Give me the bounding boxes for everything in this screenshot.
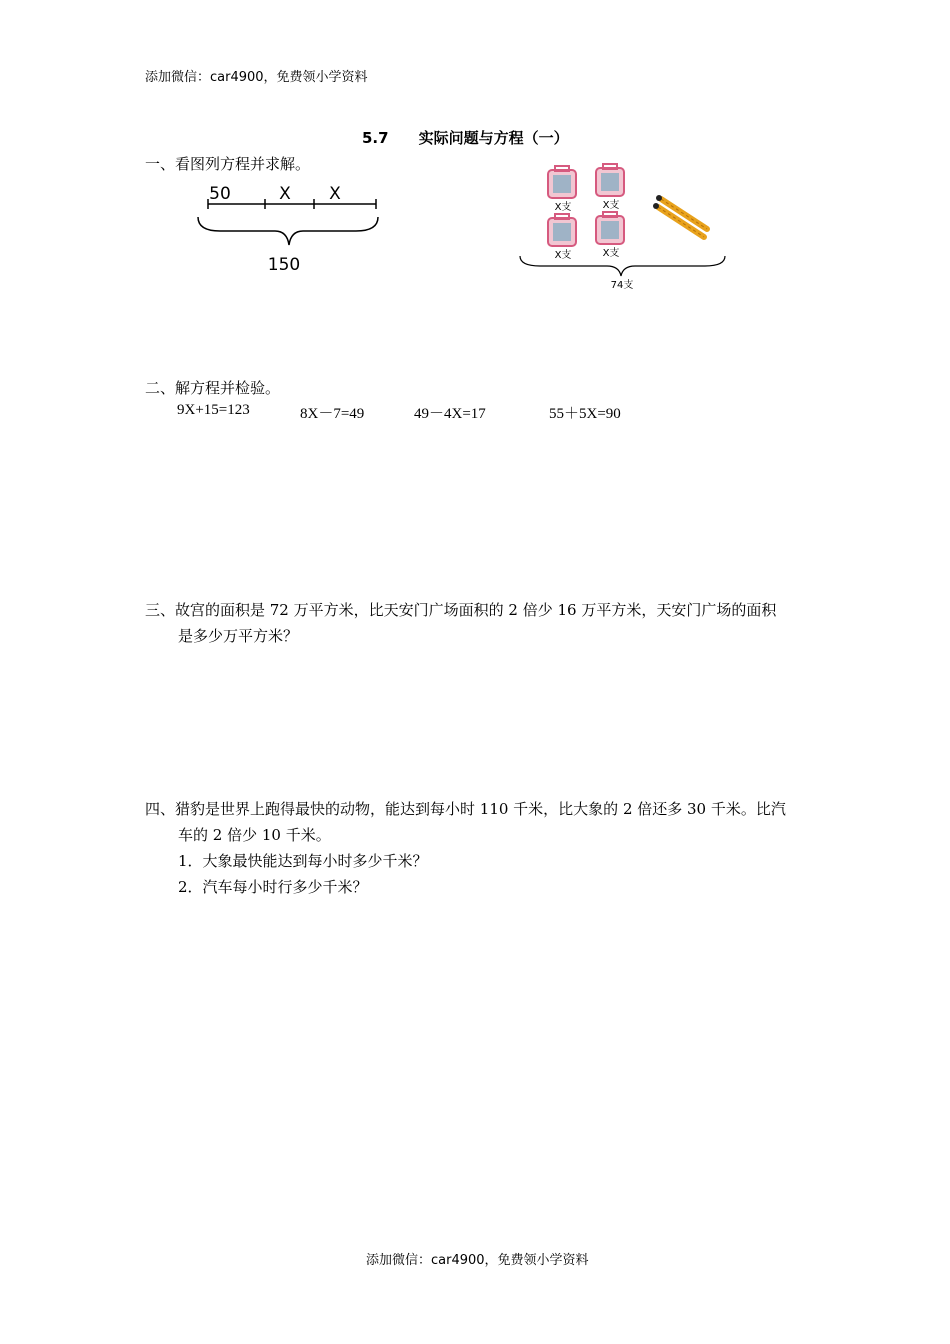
section4-line1: 四、猎豹是世界上跑得最快的动物，能达到每小时 110 千米，比大象的 2 倍还多 30 千米。比汽 — [145, 800, 786, 818]
total-label: 74支 — [610, 280, 634, 291]
equation-1: 9X+15=123 — [177, 402, 250, 418]
pencil-box-icon — [548, 166, 576, 198]
box-label-2: X支 — [602, 200, 620, 211]
section3-question — [145, 597, 825, 649]
pencil-box-diagram — [515, 163, 735, 293]
segment-label-2: X — [279, 184, 291, 204]
box-label-3: X支 — [554, 250, 572, 261]
pencil-box-icon — [548, 214, 576, 246]
total-label: 150 — [267, 255, 301, 275]
segment-label-3: X — [329, 184, 341, 204]
section4-question — [145, 796, 825, 900]
brace — [520, 256, 725, 276]
title-text: 实际问题与方程（一） — [418, 129, 569, 147]
section1-heading: 一、看图列方程并求解。 — [145, 155, 311, 173]
equation-2: 8X－7=49 — [300, 406, 365, 422]
equation-4: 55＋5X=90 — [549, 406, 621, 422]
section3-line1: 三、故宫的面积是 72 万平方米，比天安门广场面积的 2 倍少 16 万平方米，天安门广场的面积 — [145, 601, 777, 619]
section4-line2: 车的 2 倍少 10 千米。 — [178, 826, 331, 844]
page-title — [362, 127, 569, 148]
pencil-box-icon — [596, 212, 624, 244]
section2-heading: 二、解方程并检验。 — [145, 379, 281, 397]
section4-sub2: 2．汽车每小时行多少千米？ — [178, 878, 368, 896]
equation-3: 49－4X=17 — [414, 406, 486, 422]
pencils-icon — [653, 195, 707, 237]
box-label-4: X支 — [602, 248, 620, 259]
section4-sub1: 1．大象最快能达到每小时多少千米？ — [178, 852, 428, 870]
title-number: 5.7 — [362, 129, 389, 147]
brace — [198, 217, 378, 245]
pencil-box-icon — [596, 164, 624, 196]
segment-label-1: 50 — [209, 184, 231, 204]
section3-line2: 是多少万平方米？ — [178, 627, 299, 645]
footer-watermark: 添加微信：car4900，免费领小学资料 — [366, 1253, 589, 1268]
line-segment-diagram — [190, 175, 390, 285]
header-watermark: 添加微信：car4900，免费领小学资料 — [145, 70, 368, 85]
box-label-1: X支 — [554, 202, 572, 213]
